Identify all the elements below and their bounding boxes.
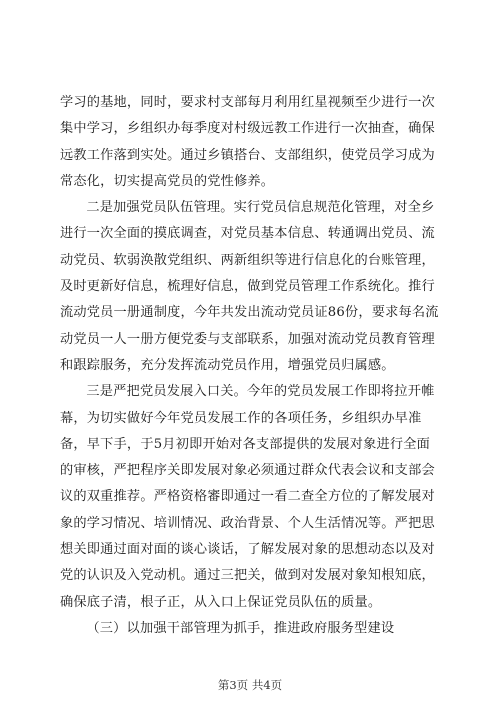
paragraph-3: 三是严把党员发展入口关。今年的党员发展工作即将拉开帷幕，为切实做好今年党员发展工作的各项任务，乡组织办早准备，早下手，于5月初即开始对各支部提供的发展对象进行全面的审核，严把程序关即发展对象必须通过群众代表会议和支部会议的双重推荐。严格资格審即通过一看二查全方位的了解发展对象的学习情况、培训情况、政治背景、个人生活情况等。严把思想关即通过面对面的谈心谈话，了解发展对象的思想动态以及对党的认识及入党动机。通过三把关，做到对发展对象知根知底，确保底子清，根子正，从入口上保证党员队伍的质量。 [60, 384, 435, 610]
section-heading: （三）以加强干部管理为抓手，推进政府服务型建设 [86, 620, 395, 636]
paragraph-1: 学习的基地，同时，要求村支部每月利用红星视频至少进行一次集中学习，乡组织办每季度对村级远教工作进行一次抽查，确保远教工作落到实处。通过乡镇搭台、支部组织，使党员学习成为常态化，切实提高党员的党性修养。 [60, 95, 435, 189]
page-footer: 第3页 共4页 [217, 678, 283, 692]
paragraph-2: 二是加强党员队伍管理。实行党员信息规范化管理，对全乡进行一次全面的摸底调查，对党员基本信息、转通调出党员、流动党员、软弱涣散党组织、两新组织等进行信息化的台账管理，及时更新好信息，梳理好信息，做到党员管理工作系统化。推行流动党员一册通制度，今年共发出流动党员证86份，要求每名流动党员一人一册方便党委与支部联系，加强对流动党员教育管理和跟踪服务，充分发挥流动党员作用，增强党员归属感。 [60, 200, 439, 373]
document-body [60, 90, 442, 642]
